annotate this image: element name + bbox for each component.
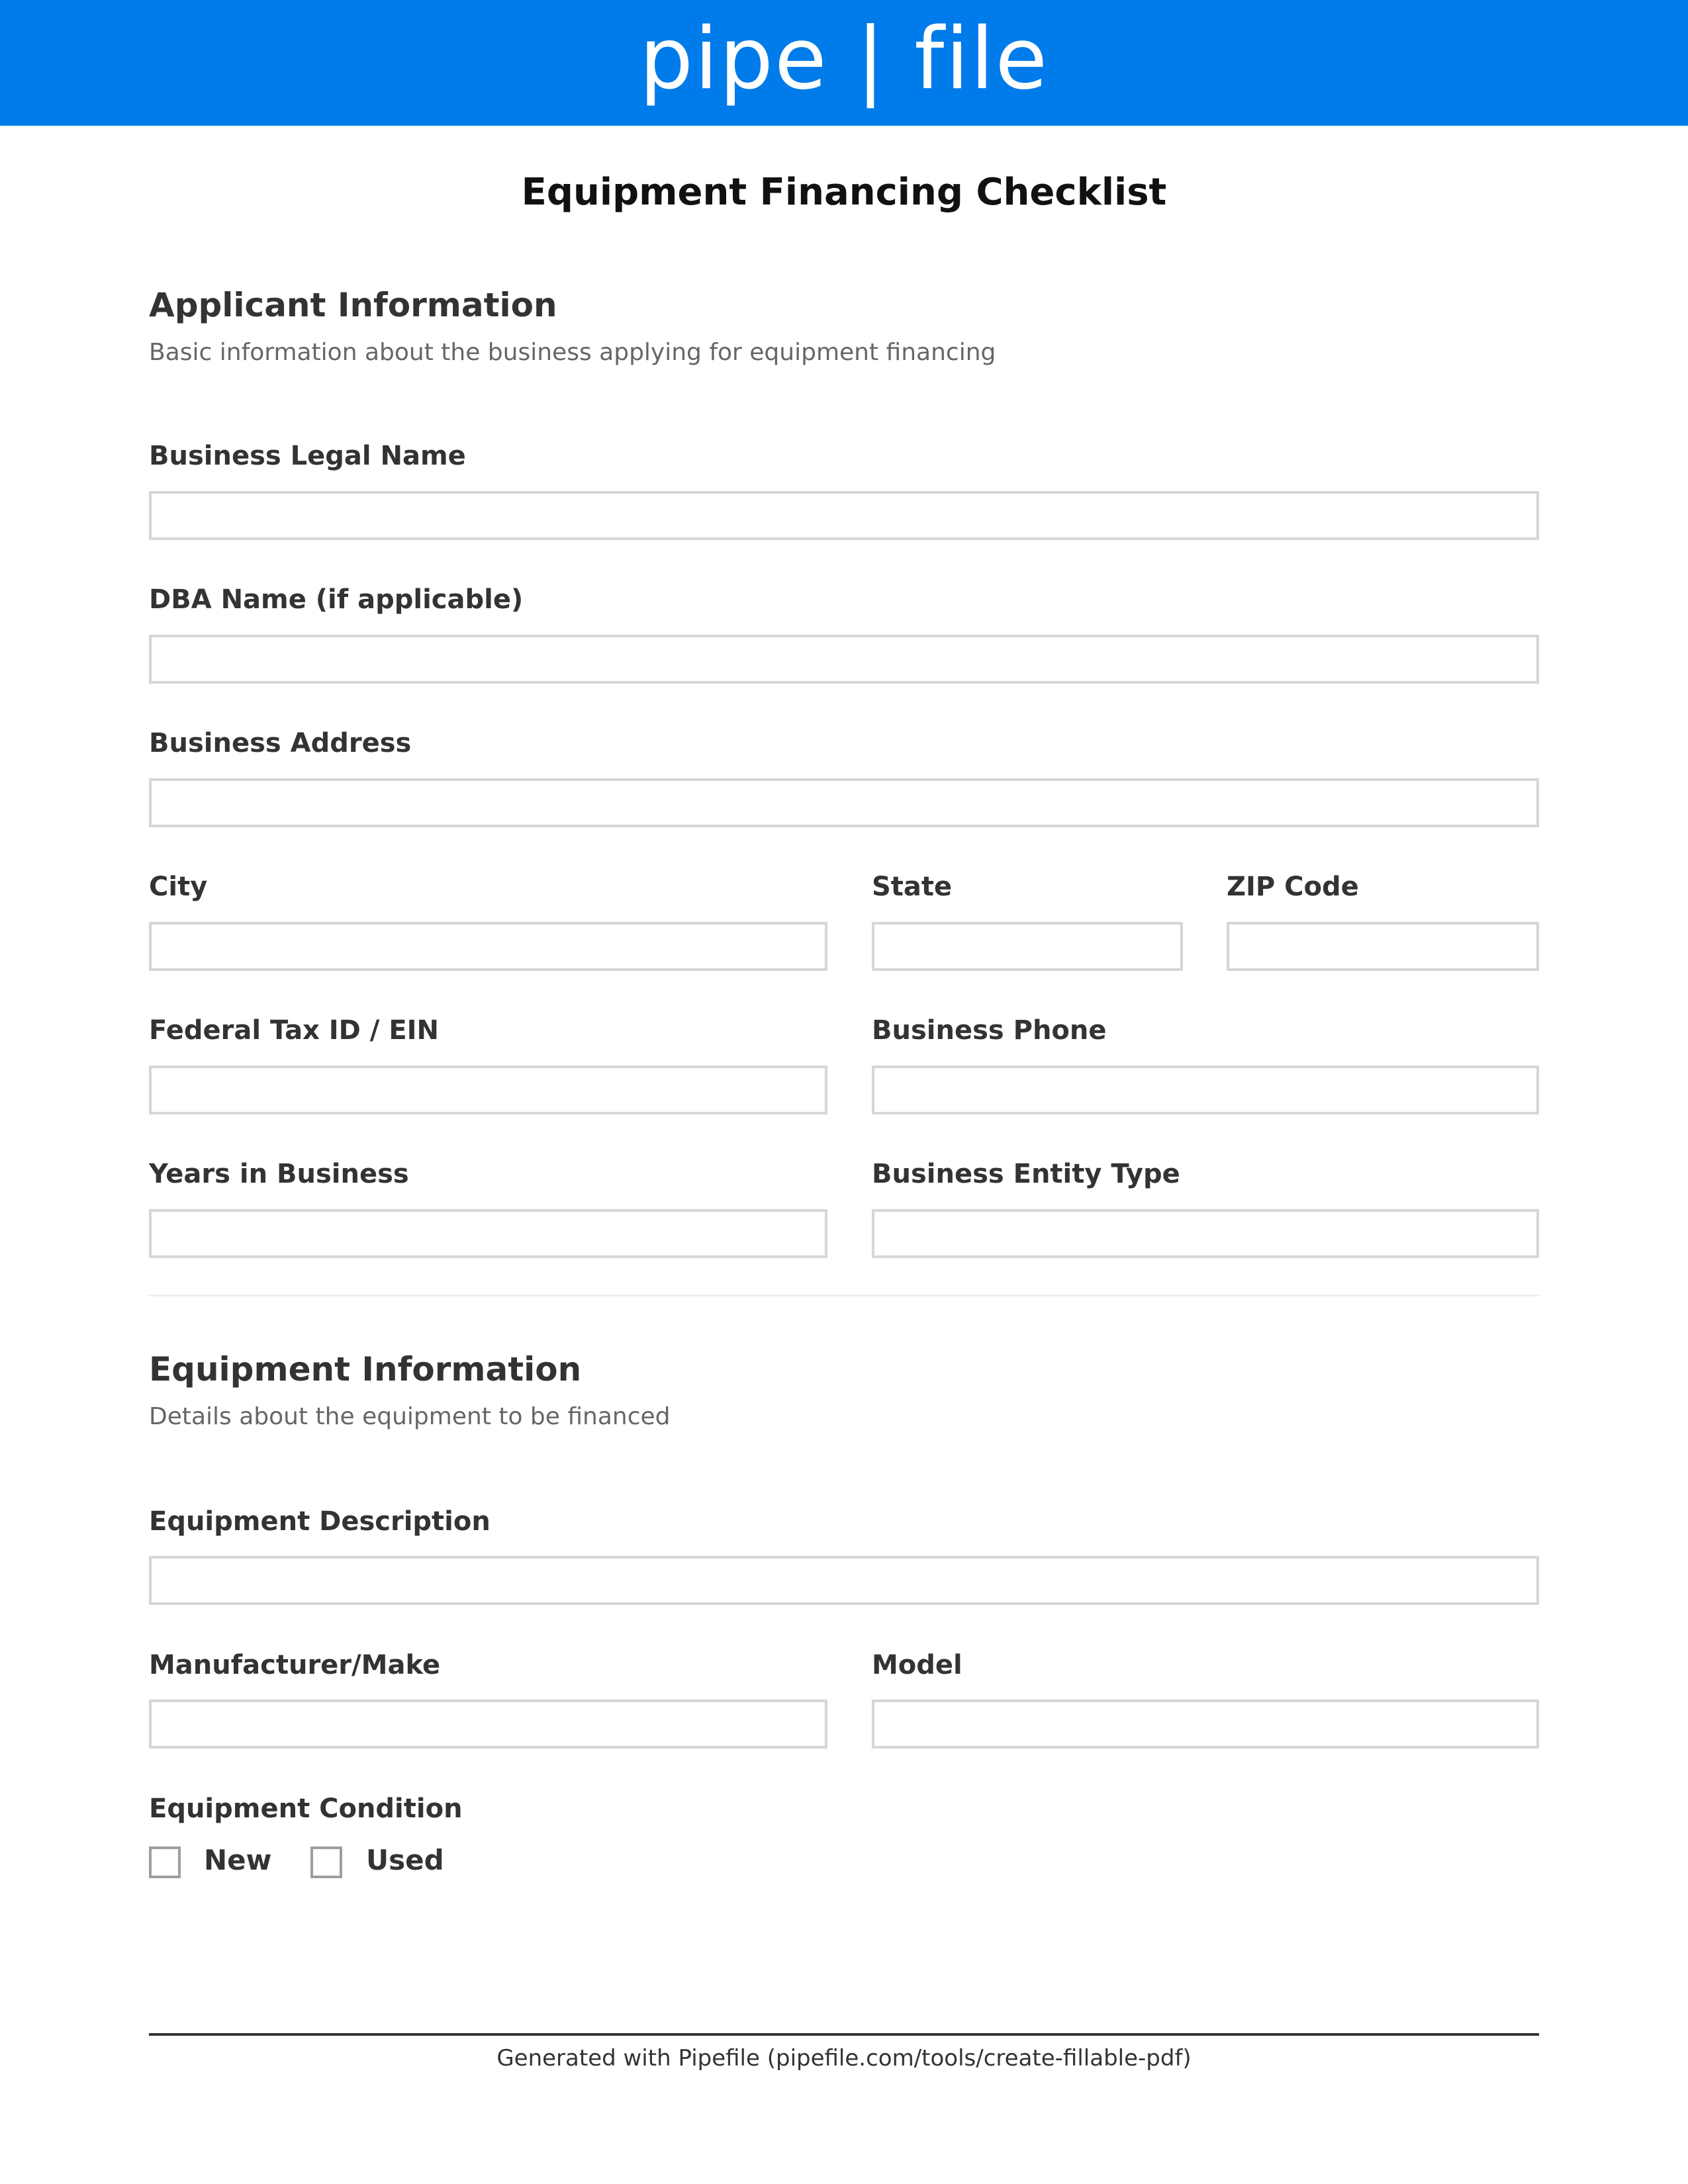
equipment-condition-label: Equipment Condition: [149, 1794, 463, 1824]
section-title-applicant-information: Applicant Information: [149, 286, 557, 324]
federal-tax-id-input[interactable]: [149, 1066, 827, 1115]
section-title-equipment-information: Equipment Information: [149, 1350, 582, 1388]
pipefile-logo: pipe | file: [639, 10, 1049, 109]
footer-divider: [149, 2033, 1539, 2036]
dba-name-label: DBA Name (if applicable): [149, 584, 524, 615]
business-legal-name-input[interactable]: [149, 491, 1539, 540]
section-divider: [149, 1295, 1539, 1297]
equipment-description-input[interactable]: [149, 1556, 1539, 1605]
condition-used-label: Used: [366, 1844, 444, 1876]
section-description-equipment-information: Details about the equipment to be financed: [149, 1403, 671, 1430]
business-entity-type-label: Business Entity Type: [872, 1159, 1180, 1189]
years-in-business-input[interactable]: [149, 1209, 827, 1258]
business-phone-input[interactable]: [872, 1066, 1539, 1115]
business-phone-label: Business Phone: [872, 1015, 1107, 1046]
city-label: City: [149, 872, 208, 902]
state-input[interactable]: [872, 922, 1183, 971]
business-legal-name-label: Business Legal Name: [149, 441, 466, 471]
business-address-input[interactable]: [149, 778, 1539, 827]
zip-code-input[interactable]: [1227, 922, 1539, 971]
condition-used-checkbox[interactable]: [310, 1846, 342, 1878]
business-address-label: Business Address: [149, 728, 412, 758]
federal-tax-id-label: Federal Tax ID / EIN: [149, 1015, 440, 1046]
footer-text: Generated with Pipefile (pipefile.com/tools/create-fillable-pdf): [496, 2045, 1192, 2071]
zip-code-label: ZIP Code: [1227, 872, 1359, 902]
condition-new-checkbox[interactable]: [149, 1846, 181, 1878]
years-in-business-label: Years in Business: [149, 1159, 409, 1189]
condition-new-label: New: [204, 1844, 272, 1876]
page-title: Equipment Financing Checklist: [521, 171, 1167, 214]
model-input[interactable]: [872, 1700, 1539, 1749]
equipment-description-label: Equipment Description: [149, 1506, 491, 1537]
business-entity-type-input[interactable]: [872, 1209, 1539, 1258]
section-description-applicant-information: Basic information about the business applying for equipment financing: [149, 339, 996, 366]
dba-name-input[interactable]: [149, 635, 1539, 684]
manufacturer-label: Manufacturer/Make: [149, 1650, 441, 1680]
city-input[interactable]: [149, 922, 827, 971]
manufacturer-input[interactable]: [149, 1700, 827, 1749]
state-label: State: [872, 872, 953, 902]
model-label: Model: [872, 1650, 962, 1680]
